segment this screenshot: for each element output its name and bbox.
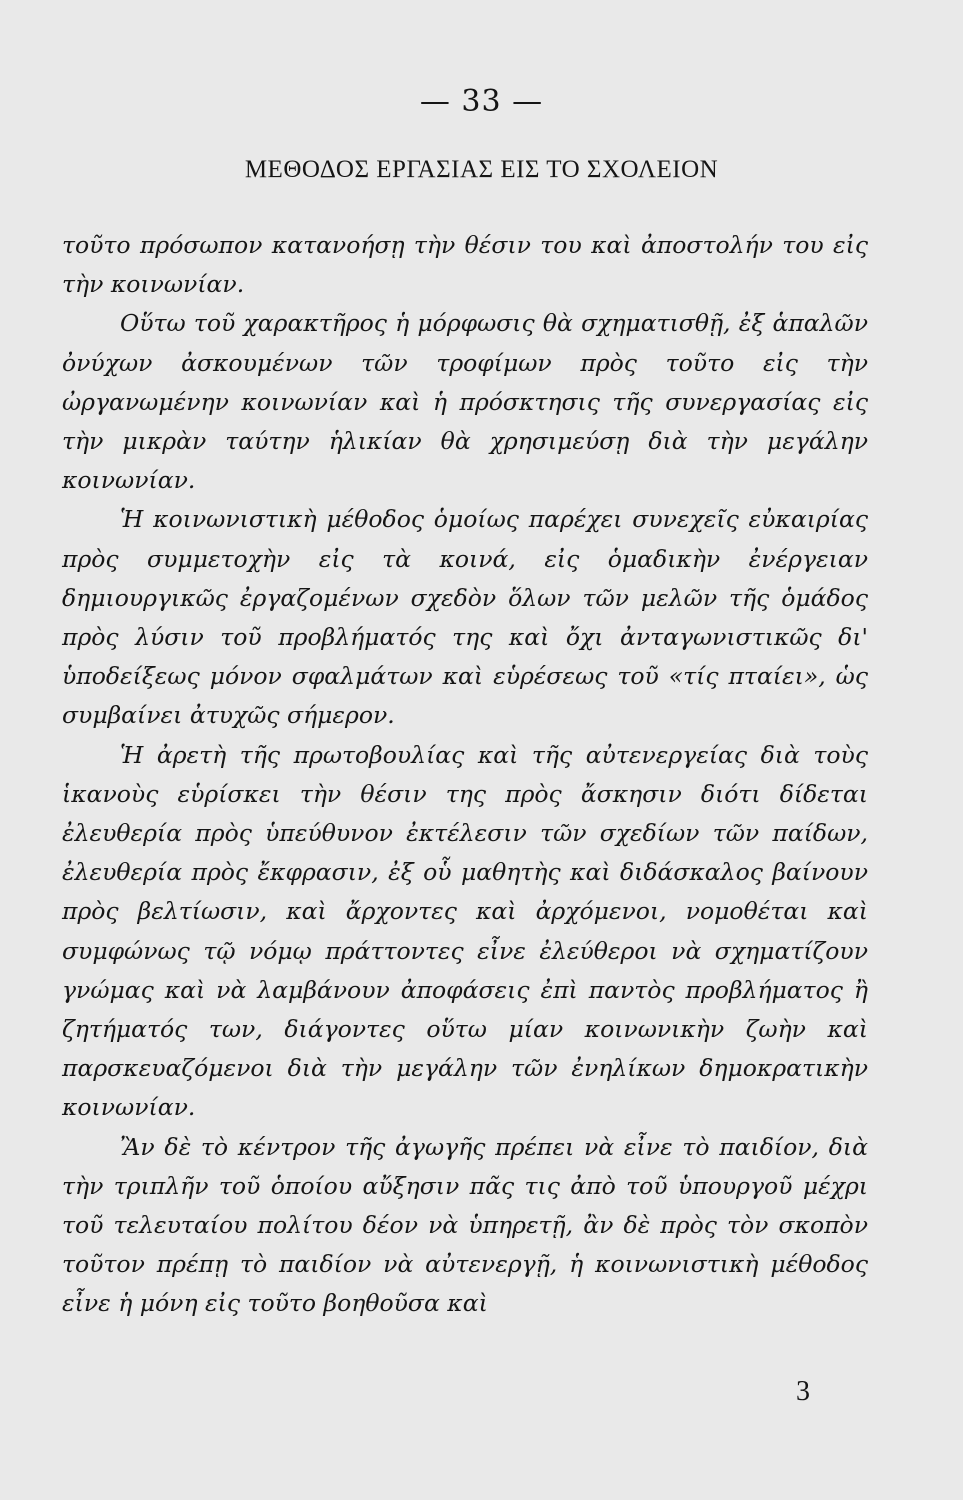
body-text	[62, 226, 868, 1324]
paragraph: Οὕτω τοῦ χαρακτῆρος ἡ μόρφωσις θὰ σχηματισθῇ, ἐξ ἁπαλῶν ὀνύχων ἀσκουμένων τῶν τροφίμων πρὸς τοῦτο εἰς τὴν ὠργανωμένην κοινωνίαν καὶ ἡ πρόσκτησις τῆς συνεργασίας εἰς τὴν μικρὰν ταύτην ἡλικίαν θὰ χρησιμεύσῃ διὰ τὴν μεγάλην κοινωνίαν.	[62, 309, 868, 495]
paragraph-continuation: τοῦτο πρόσωπον κατανοήσῃ τὴν θέσιν του καὶ ἀποστολήν του εἰς τὴν κοινωνίαν.	[62, 231, 868, 299]
paragraph: Ἂν δὲ τὸ κέντρον τῆς ἀγωγῆς πρέπει νὰ εἶνε τὸ παιδίον, διὰ τὴν τριπλῆν τοῦ ὁποίου αὔξησιν πᾶς τις ἀπὸ τοῦ ὑπουργοῦ μέχρι τοῦ τελευταίου πολίτου δέον νὰ ὑπηρετῇ, ἂν δὲ πρὸς τὸν σκοπὸν τοῦτον πρέπῃ τὸ παιδίον νὰ αὐτενεργῇ, ἡ κοινωνιστικὴ μέθοδος εἶνε ἡ μόνη εἰς τοῦτο βοηθοῦσα καὶ	[62, 1132, 868, 1318]
paragraph: Ἡ ἀρετὴ τῆς πρωτοβουλίας καὶ τῆς αὐτενεργείας διὰ τοὺς ἱκανοὺς εὑρίσκει τὴν θέσιν της πρὸς ἄσκησιν διότι δίδεται ἐλευθερία πρὸς ὑπεύθυνον ἐκτέλεσιν τῶν σχεδίων τῶν παίδων, ἐλευθερία πρὸς ἔκφρασιν, ἐξ οὗ μαθητὴς καὶ διδάσκαλος βαίνουν πρὸς βελτίωσιν, καὶ ἄρχοντες καὶ ἀρχόμενοι, νομοθέται καὶ συμφώνως τῷ νόμῳ πράττοντες εἶνε ἐλεύθεροι νὰ σχηματίζουν γνώμας καὶ νὰ λαμβάνουν ἀποφάσεις ἐπὶ παντὸς προβλήματος ἢ ζητήματός των, διάγοντες οὕτω μίαν κοινωνικὴν ζωὴν καὶ παρσκευαζόμενοι διὰ τὴν μεγάλην τῶν ἐνηλίκων δημοκρατικὴν κοινωνίαν.	[62, 740, 868, 1122]
running-head: ΜΕΘΟΔΟΣ ΕΡΓΑΣΙΑΣ ΕΙΣ ΤΟ ΣΧΟΛΕΙΟΝ	[244, 156, 719, 183]
page-number: — 33 —	[419, 84, 544, 119]
signature-mark: 3	[796, 1376, 810, 1407]
paragraph: Ἡ κοινωνιστικὴ μέθοδος ὁμοίως παρέχει συνεχεῖς εὐκαιρίας πρὸς συμμετοχὴν εἰς τὰ κοινά, εἰς ὁμαδικὴν ἐνέργειαν δημιουργικῶς ἐργαζομένων σχεδὸν ὅλων τῶν μελῶν τῆς ὁμάδος πρὸς λύσιν τοῦ προβλήματός της καὶ ὄχι ἀνταγωνιστικῶς δι' ὑποδείξεως μόνον σφαλμάτων καὶ εὑρέσεως τοῦ «τίς πταίει», ὡς συμβαίνει ἀτυχῶς σήμερον.	[62, 505, 868, 730]
